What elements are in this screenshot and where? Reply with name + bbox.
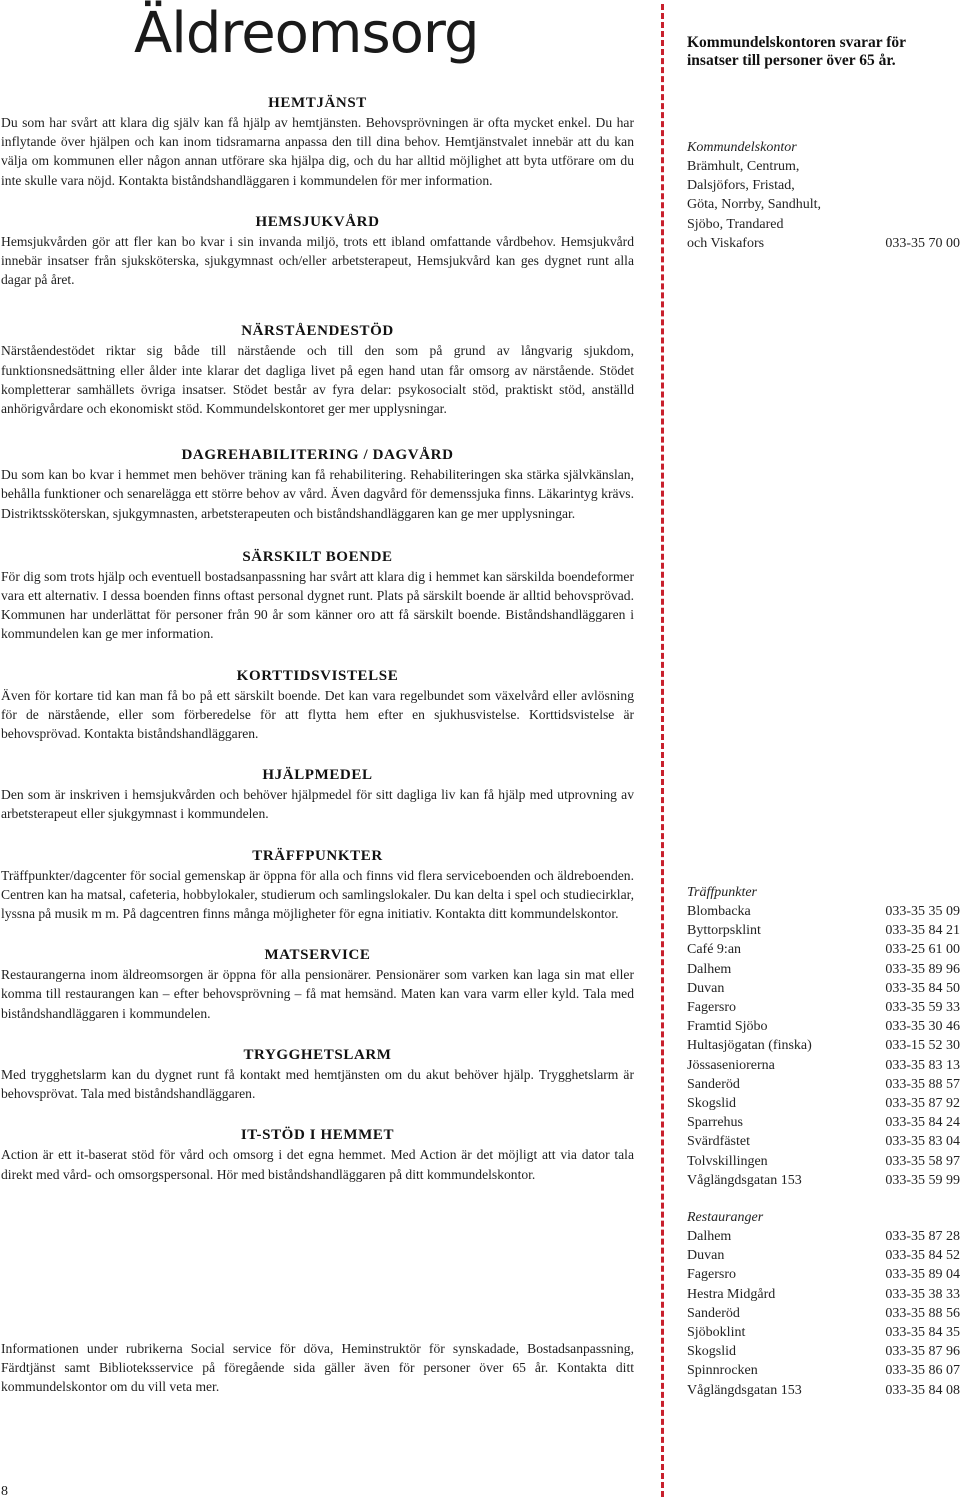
contact-name: Skogslid <box>687 1096 737 1112</box>
contact-name: Jössaseniorerna <box>687 1057 775 1073</box>
section-heading: IT-STÖD I HEMMET <box>240 1127 395 1144</box>
contact-row <box>687 1265 960 1284</box>
contact-name: Hestra Midgård <box>687 1286 776 1302</box>
section-sarskilt-boende <box>1 548 634 644</box>
contact-row <box>687 1342 960 1361</box>
section-heading: MATSERVICE <box>264 947 371 964</box>
contact-phone: 033-35 89 96 <box>885 961 960 977</box>
section-heading: HJÄLPMEDEL <box>262 767 373 784</box>
contact-name: Hultasjögatan (finska) <box>687 1038 812 1054</box>
section-heading: SÄRSKILT BOENDE <box>242 548 393 565</box>
section-text: Du som har svårt att klara dig själv kan få hjälp av hemtjänsten. Behovsprövningen är ofta mycket enkel. Du har inflytande över hjälpen och kan inom tidsramarna anpassa den till dina behov. Hemtjänstvalet innebär att du kan välja om kommunen eller någon annan utförare ska hjälpa dig, och du har alltid möjlighet att byta utförare om du inte skulle vara nöjd. Kontakta biståndshandläggaren i kommundelen för mer information. <box>1 115 634 188</box>
contact-phone: 033-35 38 33 <box>885 1286 960 1302</box>
contact-lists <box>687 883 960 1418</box>
contact-phone: 033-35 84 08 <box>885 1382 960 1398</box>
contact-name: Duvan <box>687 980 725 996</box>
contact-phone: 033-35 89 04 <box>885 1267 960 1283</box>
section-heading: NÄRSTÅENDESTÖD <box>241 323 394 340</box>
contact-phone: 033-35 35 09 <box>885 904 960 919</box>
office-line: Göta, Norrby, Sandhult, <box>687 197 822 213</box>
contact-name: Våglängdsgatan 153 <box>687 1172 802 1188</box>
contact-name: Svärdfästet <box>687 1134 750 1150</box>
contact-phone: 033-25 61 00 <box>885 942 960 958</box>
traffpunkter-list <box>687 883 960 1190</box>
contact-name: Dalhem <box>687 961 732 977</box>
contact-row <box>687 1246 960 1265</box>
contact-row <box>687 1381 960 1400</box>
section-dagrehabilitering <box>1 446 634 523</box>
section-text: Den som är inskriven i hemsjukvården och behöver hjälpmedel för sitt dagliga liv kan få hjälp med utprovning av arbetsterapeut eller sjukgymnast i kommundelen. <box>1 787 634 822</box>
contact-row <box>687 1017 960 1036</box>
contact-phone: 033-35 88 56 <box>885 1305 960 1321</box>
contact-phone: 033-35 88 57 <box>885 1076 960 1092</box>
section-it-stod <box>1 1126 634 1183</box>
contact-row <box>687 1075 960 1094</box>
office-line: Brämhult, Centrum, <box>687 159 800 174</box>
section-korttidsvistelse <box>1 667 634 744</box>
contact-row <box>687 1304 960 1323</box>
section-text: Närståendestödet riktar sig både till närstående och till den som på grund av långvarig sjukdom, funktionsnedsättning eller ålder inte klarar det dagliga livet på egen hand utan får omsorg av närstående. Stödet kompletterar samhällets övriga insatser. Stödet består av fyra delar: psykosocialt stöd, praktiskt stöd, anställd anhörigvårdare och ekonomiskt stöd. Kommundelskontoret ger mer upplysningar. <box>1 343 634 417</box>
section-text: Action är ett it-baserat stöd för vård och omsorg i det egna hemmet. Med Action är det möjligt att via dator tala direkt med vård- och omsorgspersonal. Hör med biståndshandläggaren på ditt kommundelskontor. <box>1 1147 634 1182</box>
contact-name: Fagersro <box>687 1000 736 1016</box>
section-hemtjanst <box>1 94 634 190</box>
contact-row <box>687 998 960 1017</box>
restauranger-list <box>687 1208 960 1400</box>
contact-name: Skogslid <box>687 1344 737 1360</box>
contact-row <box>687 1056 960 1075</box>
contact-row <box>687 1036 960 1055</box>
contact-row <box>687 940 960 959</box>
contact-name: Sjöboklint <box>687 1325 746 1341</box>
contact-phone: 033-35 84 21 <box>885 923 960 939</box>
section-hjalpmedel <box>1 766 634 823</box>
section-heading: HEMSJUKVÅRD <box>255 213 380 230</box>
section-heading: DAGREHABILITERING / DAGVÅRD <box>181 447 454 464</box>
contact-name: Café 9:an <box>687 942 742 958</box>
section-text: Träffpunkter/dagcenter för social gemenskap är öppna för alla och finns vid flera serviceboenden och äldreboenden. Centren kan ha matsal, cafeteria, hobbylokaler, studierum och samlingslokaler. Du kan delta i spel och studiecirklar, lyssna på musik m m. På dagcentren finns många möjligheter för egna initiativ. Kontakta ditt kommundelskontor. <box>1 867 634 922</box>
contact-name: Tolvskillingen <box>687 1153 768 1169</box>
contact-phone: 033-35 59 33 <box>885 1000 960 1016</box>
section-heading: HEMTJÄNST <box>268 95 367 111</box>
restauranger-heading: Restauranger <box>687 1210 764 1226</box>
contact-phone: 033-35 86 07 <box>885 1363 960 1379</box>
section-traffpunkter <box>1 847 634 924</box>
contact-phone: 033-35 83 04 <box>885 1134 960 1150</box>
contact-name: Sparrehus <box>687 1115 743 1131</box>
section-hemsjukvard <box>1 213 634 290</box>
contact-row <box>687 979 960 998</box>
contact-name: Framtid Sjöbo <box>687 1019 768 1035</box>
contact-row <box>687 921 960 940</box>
contact-row <box>687 1132 960 1151</box>
contact-name: Fagersro <box>687 1267 736 1283</box>
section-text: Restaurangerna inom äldreomsorgen är öppna för alla pensionärer. Pensionärer som varken kan laga sin mat eller komma till restaurangen kan – efter behovsprövning – få mat hemsänd. Maten kan vara varm eller kyld. Tala med biståndshandläggaren i kommundelen. <box>1 967 634 1021</box>
office-line: Sjöbo, Trandared <box>687 216 784 232</box>
sidebar-tagline: Kommundelskontoren svarar för insatser till personer över 65 år. <box>687 34 906 69</box>
contact-row <box>687 1152 960 1171</box>
contact-phone: 033-15 52 30 <box>885 1038 960 1054</box>
contact-phone: 033-35 84 24 <box>885 1115 960 1131</box>
contact-name: Sanderöd <box>687 1076 740 1092</box>
section-narstaendestod <box>1 322 634 418</box>
office-contact <box>687 138 960 253</box>
contact-name: Spinnrocken <box>687 1363 758 1379</box>
contact-row <box>687 960 960 979</box>
office-phone: 033-35 70 00 <box>885 235 960 251</box>
section-text: Med trygghetslarm kan du dygnet runt få kontakt med hemtjänsten om du akut behöver hjälp. Trygghetslarm är behovsprövat. Tala med biståndshandläggaren. <box>1 1066 634 1102</box>
contact-row <box>687 1171 960 1190</box>
contact-phone: 033-35 30 46 <box>885 1019 960 1035</box>
contact-name: Byttorpsklint <box>687 923 761 939</box>
contact-row <box>687 1227 960 1246</box>
contact-row <box>687 1285 960 1304</box>
office-line: Dalsjöfors, Fristad, <box>687 178 795 194</box>
contact-row <box>687 1361 960 1380</box>
office-phone-row <box>687 234 960 253</box>
contact-phone: 033-35 84 52 <box>885 1248 960 1264</box>
column-divider <box>661 4 664 1497</box>
contact-name: Duvan <box>687 1248 725 1264</box>
section-text: För dig som trots hjälp och eventuell bostadsanpassning har svårt att klara dig i hemmet kan särskilda boendeformer vara ett alternativ. I dessa boenden finns oftast personal dygnet runt. Plats på särskilt boende är alltid behovsprövad. Kommunen har underlättat för personer från 90 år som känner oro att få särskilt boende. Biståndshandläggaren i kommundelen kan ge mer information. <box>1 568 634 642</box>
section-text: Även för kortare tid kan man få bo på ett särskilt boende. Det kan vara regelbundet som växelvård eller avlösning för de närstående, eller som förberedelse för att flytta hem efter en sjukhusvistelse. Korttidsvistelse är behovsprövad. Kontakta biståndshandläggaren. <box>1 687 634 742</box>
contact-phone: 033-35 59 99 <box>885 1172 960 1188</box>
footer-note: Informationen under rubrikerna Social service för döva, Heminstruktör för synskadade, Bostadsanpassning, Färdtjänst samt Biblioteksservice på föregående sida gäller även för personer över 65 år. Kontakta ditt kommundelskontor om du vill veta mer. <box>1 1341 634 1395</box>
contact-phone: 033-35 84 50 <box>885 980 960 996</box>
contact-phone: 033-35 87 92 <box>885 1096 960 1112</box>
section-heading: TRYGGHETSLARM <box>243 1046 392 1063</box>
contact-phone: 033-35 84 35 <box>885 1325 960 1341</box>
contact-row <box>687 1113 960 1132</box>
traffpunkter-heading: Träffpunkter <box>687 885 758 900</box>
contact-phone: 033-35 83 13 <box>885 1057 960 1073</box>
contact-phone: 033-35 87 96 <box>885 1344 960 1360</box>
section-text: Hemsjukvården gör att fler kan bo kvar i sin invanda miljö, trots ett ibland omfattande vårdbehov. Hemsjukvård innebär insatser från sjuksköterska, sjukgymnast och/eller arbetsterapeut, Hemsjukvård kan ges dygnet runt alla dagar på året. <box>1 233 634 288</box>
section-heading: TRÄFFPUNKTER <box>252 847 383 864</box>
section-text: Du som kan bo kvar i hemmet men behöver träning kan få rehabilitering. Rehabiliteringen ska stärka självkänslan, behålla funktioner och senarelägga ett större behov av vård. Även dagvård för demenssjuka finns. Läkarintyg krävs. Distriktssköterskan, sjukgymnasten, arbetsterapeuten och biståndshandläggaren kan ge mer upplysningar. <box>1 467 634 521</box>
page-number: 8 <box>1 1484 8 1499</box>
contact-name: Blombacka <box>687 904 751 919</box>
contact-row <box>687 1094 960 1113</box>
office-heading: Kommundelskontor <box>687 140 797 155</box>
section-matservice <box>1 946 634 1023</box>
contact-phone: 033-35 87 28 <box>885 1229 960 1245</box>
contact-row <box>687 1323 960 1342</box>
page-title: Äldreomsorg <box>134 1 479 66</box>
contact-name: Dalhem <box>687 1229 732 1245</box>
office-last-line: och Viskafors <box>687 235 765 251</box>
main-column <box>1 94 634 1207</box>
contact-phone: 033-35 58 97 <box>885 1153 960 1169</box>
contact-name: Sanderöd <box>687 1305 740 1321</box>
section-heading: KORTTIDSVISTELSE <box>236 667 399 684</box>
section-trygghetslarm <box>1 1046 634 1103</box>
contact-name: Våglängdsgatan 153 <box>687 1382 802 1398</box>
contact-row <box>687 902 960 921</box>
